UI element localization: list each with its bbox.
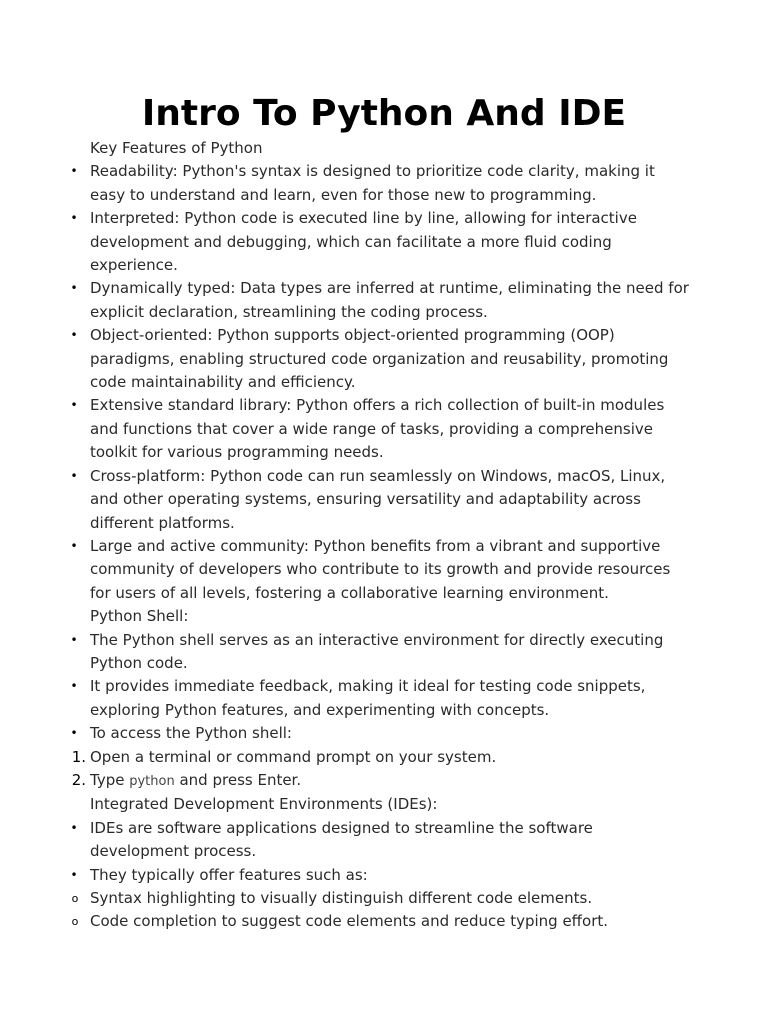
list-item-text: It provides immediate feedback, making it ideal for testing code snippets, exploring Python features, and experimenting with concepts. [90,677,646,719]
sub-list-item [71,887,690,910]
bullet-marker: • [70,468,78,483]
list-item [70,207,690,277]
list-item [70,722,690,745]
bullet-marker: • [70,820,78,835]
page-title: Intro To Python And IDE [141,93,627,134]
bullet-marker: • [70,679,78,694]
list-item-text: They typically offer features such as: [90,865,368,884]
list-item [70,465,690,535]
bullet-marker: • [70,328,78,343]
bullet-marker: • [70,281,78,296]
ide-features-sublist [71,887,690,934]
bullet-marker: • [70,538,78,553]
list-item-text: Cross-platform: Python code can run seamlessly on Windows, macOS, Linux, and other operating systems, ensuring versatility and adaptability across different platforms. [90,466,666,532]
list-item [70,535,690,605]
sub-list-item-text: Code completion to suggest code elements and reduce typing effort. [90,912,609,931]
list-item-text: The Python shell serves as an interactive environment for directly executing Python code. [90,630,664,672]
bullet-marker: • [70,867,78,882]
sub-list-item-text: Syntax highlighting to visually distinguish different code elements. [90,889,593,907]
section-heading-key-features: Key Features of Python [90,139,263,157]
step-text: Open a terminal or command prompt on your system. [90,747,497,766]
numbered-step [71,769,690,793]
step-number: 2. [71,770,86,789]
list-item [70,817,690,864]
list-item [70,394,690,464]
circle-bullet-marker: o [71,915,79,929]
list-item [70,675,690,722]
list-item [70,277,690,324]
sub-list-item [71,910,690,933]
shell-steps-list [71,746,690,794]
bullet-marker: • [70,164,78,179]
list-item [70,864,690,887]
bullet-marker: • [70,398,78,413]
bullet-marker: • [70,211,78,226]
list-item-text: Large and active community: Python benefits from a vibrant and supportive community of developers who contribute to its growth and provide resources for users of all levels, fostering a collaborative learning environment. [90,536,671,602]
list-item-text: IDEs are software applications designed to streamline the software development process. [90,818,593,861]
step-text-before: Type [90,770,130,789]
list-item-text: To access the Python shell: [90,724,292,743]
python-shell-list [70,629,690,746]
step-number: 1. [71,747,86,766]
circle-bullet-marker: o [71,892,79,905]
list-item-text: Dynamically typed: Data types are inferred at runtime, eliminating the need for explicit declaration, streamlining the coding process. [90,279,689,321]
list-item [70,629,690,676]
list-item-text: Interpreted: Python code is executed line by line, allowing for interactive development and debugging, which can facilitate a more fluid coding experience. [90,209,637,275]
list-item-text: Object-oriented: Python supports object-oriented programming (OOP) paradigms, enabling structured code organization and reusability, promoting code maintainability and efficiency. [90,326,669,392]
bullet-marker: • [70,632,78,647]
key-features-list [70,160,690,605]
list-item-text: Readability: Python's syntax is designed to prioritize code clarity, making it easy to understand and learn, even for those new to programming. [90,162,655,204]
numbered-step [71,746,690,769]
inline-code-python: python [129,773,175,789]
step-text-after: and press Enter. [174,770,302,789]
section-heading-python-shell: Python Shell: [90,607,189,626]
list-item [70,160,690,207]
list-item [70,324,690,394]
list-item-text: Extensive standard library: Python offers a rich collection of built-in modules and functions that cover a wide range of tasks, providing a comprehensive toolkit for various programming needs. [90,396,665,462]
ides-list [70,817,690,887]
section-heading-ides: Integrated Development Environments (IDEs): [90,795,438,814]
document-body [70,137,690,934]
bullet-marker: • [70,726,78,741]
